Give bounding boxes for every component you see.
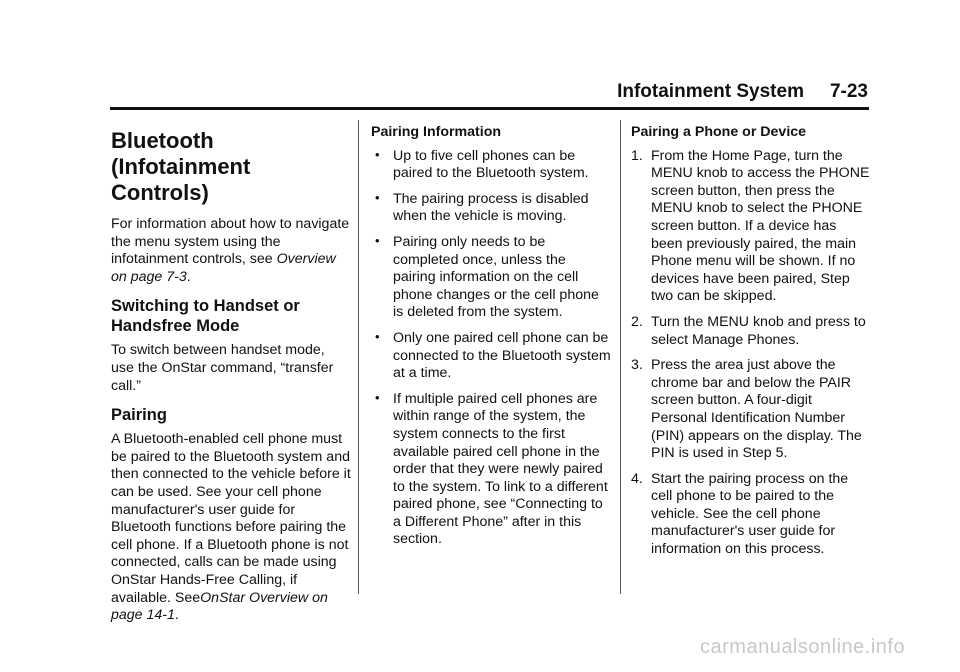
column-3 [631,124,871,567]
pairing-paragraph: A Bluetooth-enabled cell phone must be paired to the Bluetooth system and then connected to the vehicle before it can be used. See your cell phone manufacturer's user guide for Bluetooth functions before pairing the cell phone. If a Bluetooth phone is not connected, calls can be made using OnStar Hands-Free Calling, if available. SeeOnStar Overview on page 14-1. [111,431,351,624]
step-item [631,148,871,306]
column-divider-1 [358,120,359,594]
intro-paragraph: For information about how to navigate the menu system using the infotainment controls, see Overview on page 7-3. [111,216,350,285]
pairing-phone-label: Pairing a Phone or Device [631,124,807,140]
bullet-icon: • [375,232,380,248]
list-item [371,234,611,322]
bluetooth-heading: Bluetooth (Infotainment Controls) [111,128,251,205]
bullet-text: Pairing only needs to be completed once, unless the pairing information on the cell phone changes or the cell phone is deleted from the system. [393,233,599,321]
switching-paragraph: To switch between handset mode, use the OnStar command, “transfer call.” [111,342,334,394]
step-number: 3. [631,357,643,374]
list-item [371,148,611,183]
step-item [631,314,871,349]
section-title: Infotainment System [617,81,804,102]
bullet-text: The pairing process is disabled when the vehicle is moving. [393,190,589,225]
pairing-steps-list [631,148,871,559]
overview-link[interactable]: Overview on page 7-3 [111,251,336,285]
page-header [111,80,868,104]
pairing-information-label: Pairing Information [371,124,502,140]
step-text: Start the pairing process on the cell phone to be paired to the vehicle. See the cell phone manufacturer's user guide for information on this process. [651,470,849,558]
bullet-text: If multiple paired cell phones are within range of the system, the system connects to the first available paired cell phone in the order that they were newly paired to the system. To link to a different paired phone, see “Connecting to a Different Phone” after in this section. [393,390,608,548]
bullet-icon: • [375,389,380,405]
watermark: carmanualsonline.info [700,636,906,658]
column-1 [111,124,351,633]
step-text: Press the area just above the chrome bar and below the PAIR screen button. A four-digit Personal Identification Number (PIN) appears on the display. The PIN is used in Step 5. [651,357,862,462]
column-2 [371,124,611,557]
header-rule [110,107,869,110]
page-number: 7-23 [829,81,868,102]
step-item [631,471,871,559]
list-item [371,330,611,383]
bullet-icon: • [375,146,380,162]
pairing-heading: Pairing [111,406,167,425]
list-item [371,391,611,549]
column-divider-2 [620,120,621,594]
step-number: 4. [631,470,643,487]
bullet-text: Only one paired cell phone can be connected to the Bluetooth system at a time. [393,329,611,382]
onstar-overview-link[interactable]: OnStar Overview on page 14-1 [111,589,328,624]
bullet-text: Up to five cell phones can be paired to the Bluetooth system. [393,147,589,182]
switching-heading: Switching to Handset or Handsfree Mode [111,297,300,336]
list-item [371,191,611,226]
step-text: From the Home Page, turn the MENU knob to access the PHONE screen button, then press the MENU knob to select the PHONE screen button. If a device has been previously paired, the main Phone menu will be shown. If no devices have been paired, Step two can be skipped. [651,147,870,305]
bullet-icon: • [375,328,380,344]
step-number: 1. [631,147,643,164]
pairing-information-list [371,148,611,549]
step-text: Turn the MENU knob and press to select Manage Phones. [651,313,866,348]
step-number: 2. [631,313,643,330]
bullet-icon: • [375,189,380,205]
step-item [631,357,871,463]
